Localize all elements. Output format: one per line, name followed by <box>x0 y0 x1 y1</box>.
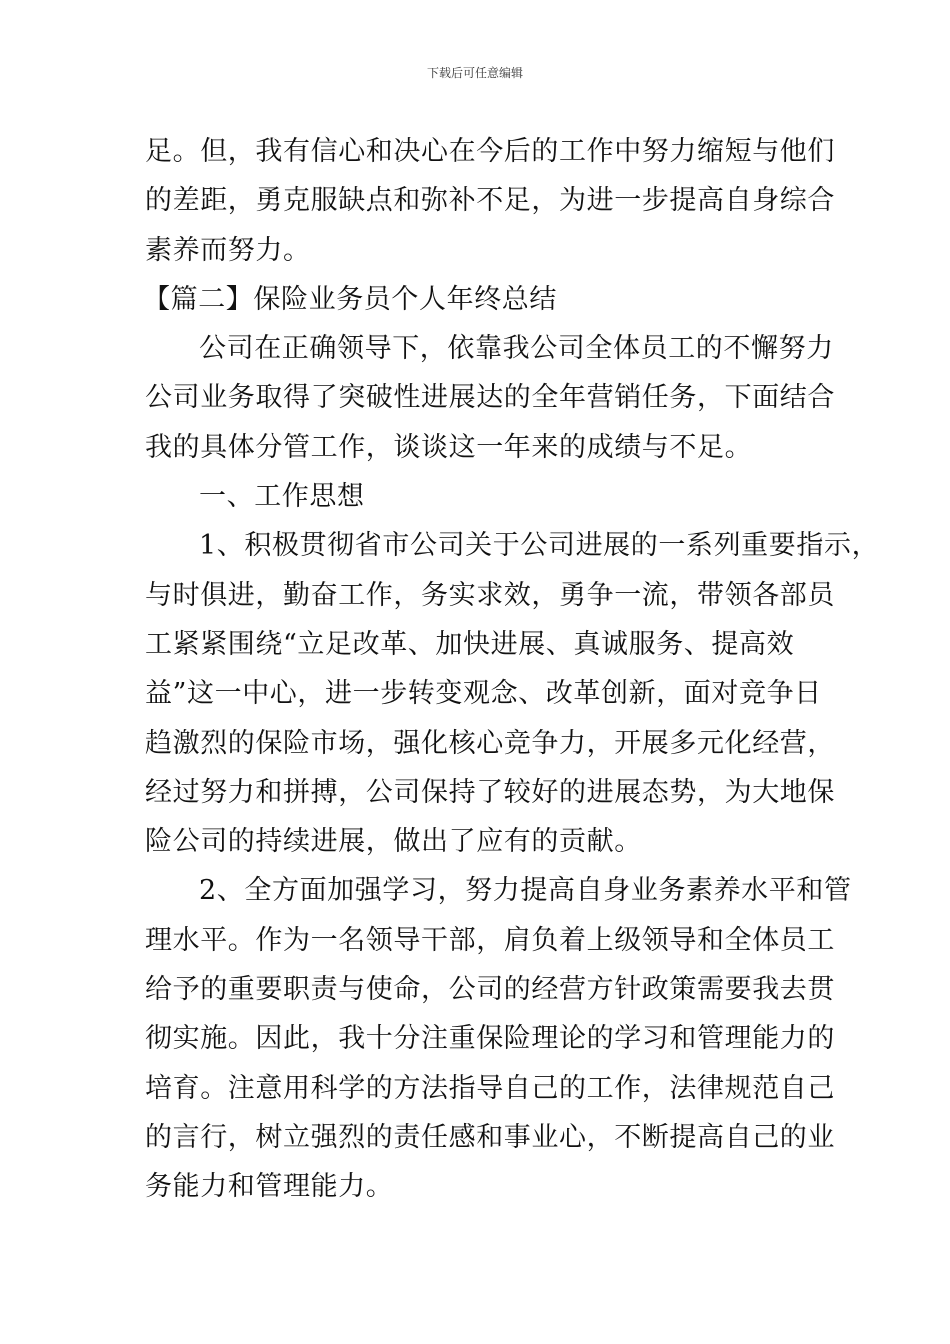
text-line: 工紧紧围绕“立足改革、加快进展、真诚服务、提高效 <box>145 628 795 660</box>
paragraph-1 <box>145 324 835 472</box>
text-line: 理水平。作为一名领导干部，肩负着上级领导和全体员工 <box>145 924 835 956</box>
item-1-paragraph <box>145 521 880 866</box>
text-line: 趋激烈的保险市场，强化核心竞争力，开展多元化经营， <box>145 727 835 759</box>
text-line: 足。但，我有信心和决心在今后的工作中努力缩短与他们 <box>145 136 835 167</box>
text-line: 培育。注意用科学的方法指导自己的工作，法律规范自己 <box>145 1072 835 1104</box>
text-line: 益”这一中心，进一步转变观念、改革创新，面对竞争日 <box>145 678 822 710</box>
subheading: 一、工作思想 <box>199 481 365 513</box>
text-line: 的差距，勇克服缺点和弥补不足，为进一步提高自身综合 <box>145 185 835 217</box>
text-line: 彻实施。因此，我十分注重保险理论的学习和管理能力的 <box>145 1023 835 1055</box>
text-line: 的言行，树立强烈的责任感和事业心，不断提高自己的业 <box>145 1121 835 1153</box>
intro-paragraph <box>145 127 835 275</box>
text-line: 经过努力和拼搏，公司保持了较好的进展态势，为大地保 <box>145 776 835 808</box>
text-line: 1、积极贯彻省市公司关于公司进展的一系列重要指示， <box>199 530 880 562</box>
text-line: 公司在正确领导下，依靠我公司全体员工的不懈努力 <box>199 333 834 365</box>
item-2-paragraph <box>145 866 852 1211</box>
section-title: 【篇二】保险业务员个人年终总结 <box>143 283 557 315</box>
text-line: 素养而努力。 <box>145 234 311 266</box>
text-line: 务能力和管理能力。 <box>145 1171 394 1203</box>
document-body <box>143 127 880 1212</box>
text-line: 给予的重要职责与使命，公司的经营方针政策需要我去贯 <box>145 974 835 1006</box>
text-line: 我的具体分管工作，谈谈这一年来的成绩与不足。 <box>145 431 753 463</box>
text-line: 2、全方面加强学习，努力提高自身业务素养水平和管 <box>199 875 852 907</box>
page-header-note: 下载后可任意编辑 <box>426 66 523 80</box>
text-line: 险公司的持续进展，做出了应有的贡献。 <box>145 826 642 858</box>
text-line: 与时俱进，勤奋工作，务实求效，勇争一流，带领各部员 <box>145 579 835 611</box>
text-line: 公司业务取得了突破性进展达的全年营销任务，下面结合 <box>145 382 835 414</box>
